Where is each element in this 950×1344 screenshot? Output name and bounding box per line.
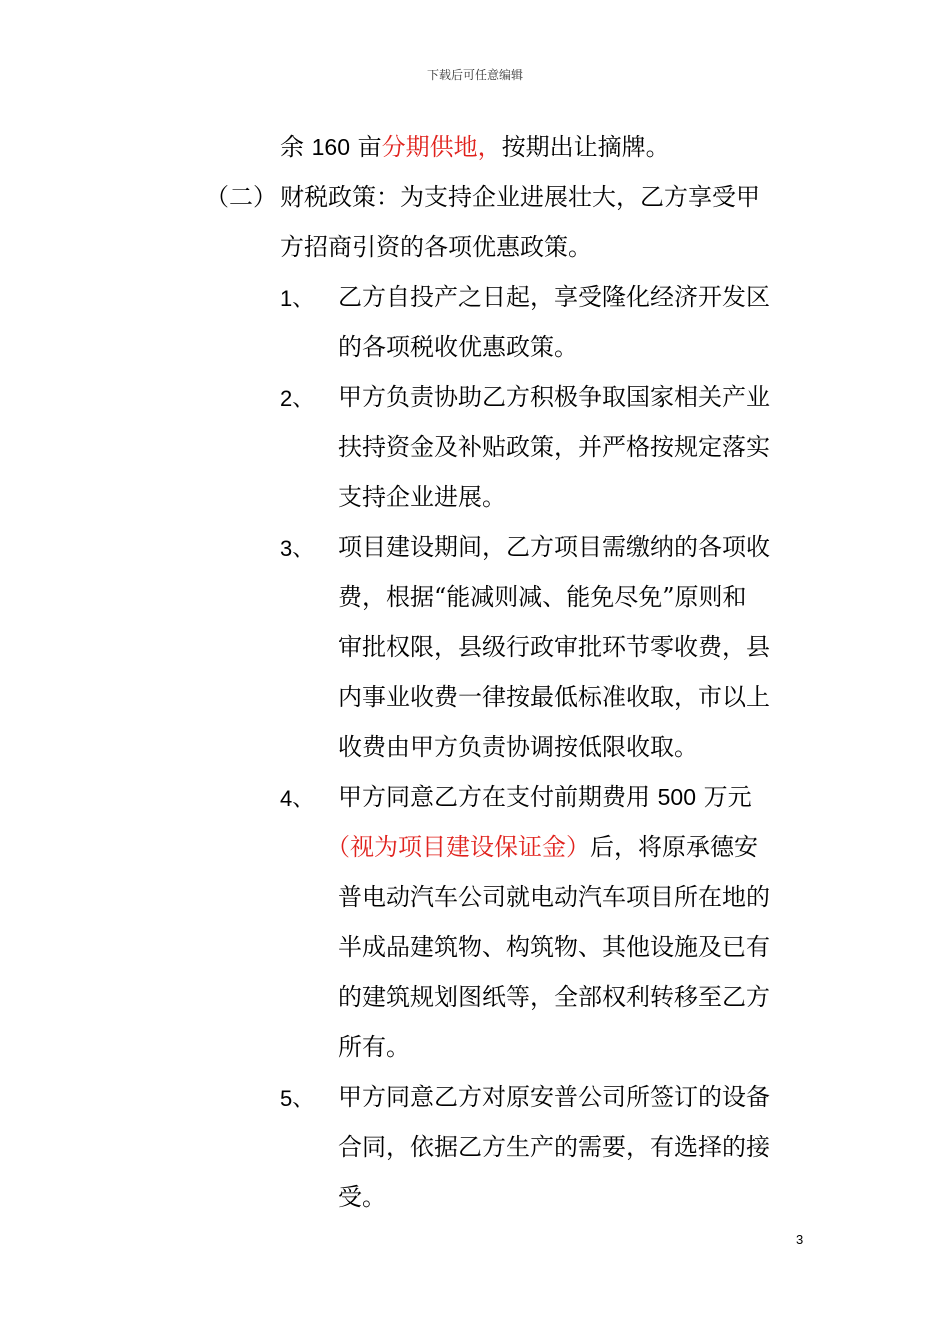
item-4-line-2 xyxy=(326,832,758,862)
item-2-line-1: 甲方负责协助乙方积极争取国家相关产业 xyxy=(338,383,770,411)
item-1-line-1: 乙方自投产之日起，享受隆化经济开发区 xyxy=(338,283,770,311)
top-line-red-text: 分期供地， xyxy=(381,133,502,161)
item-4-amount: 500 xyxy=(657,784,697,810)
page-header: 下载后可任意编辑 xyxy=(426,68,523,82)
item-5-line-1: 甲方同意乙方对原安普公司所签订的设备 xyxy=(338,1083,770,1111)
top-line-mid: 亩 xyxy=(350,133,382,161)
item-4-line-1 xyxy=(338,782,752,812)
section2-line-1: 财税政策：为支持企业进展壮大，乙方享受甲 xyxy=(280,183,760,211)
item-5-line-2: 合同，依据乙方生产的需要，有选择的接 xyxy=(338,1133,770,1161)
item-3-line-2: 费，根据“能减则减、能免尽免”原则和 xyxy=(338,583,747,611)
top-line-pre: 余 xyxy=(280,133,312,161)
item-2-line-3: 支持企业进展。 xyxy=(338,483,506,511)
item-1-line-2: 的各项税收优惠政策。 xyxy=(338,333,578,361)
section2-line-2: 方招商引资的各项优惠政策。 xyxy=(280,233,592,261)
item-3-line-4: 内事业收费一律按最低标准收取，市以上 xyxy=(338,683,770,711)
item-number: 5、 xyxy=(280,1086,315,1111)
item-3-line-5: 收费由甲方负责协调按低限收取。 xyxy=(338,733,698,761)
item-number: 1、 xyxy=(280,286,315,311)
item-4-line-1-post: 万元 xyxy=(696,783,752,811)
item-2-line-2: 扶持资金及补贴政策，并严格按规定落实 xyxy=(338,433,770,461)
top-line xyxy=(280,132,670,162)
item-number: 3、 xyxy=(280,536,315,561)
item-5-line-3: 受。 xyxy=(338,1183,386,1211)
item-4-line-1-pre: 甲方同意乙方在支付前期费用 xyxy=(338,783,658,811)
item-3-line-3: 审批权限，县级行政审批环节零收费，县 xyxy=(338,633,770,661)
item-4-line-5: 的建筑规划图纸等，全部权利转移至乙方 xyxy=(338,983,770,1011)
top-line-post: 按期出让摘牌。 xyxy=(501,133,670,161)
item-4-line-2-post: 后，将原承德安 xyxy=(590,833,758,861)
item-4-line-4: 半成品建筑物、构筑物、其他设施及已有 xyxy=(338,933,770,961)
item-number: 4、 xyxy=(280,786,315,811)
top-line-number: 160 xyxy=(311,134,351,160)
item-4-line-3: 普电动汽车公司就电动汽车项目所在地的 xyxy=(338,883,770,911)
section2-label: （二） xyxy=(205,183,277,211)
item-3-line-1: 项目建设期间，乙方项目需缴纳的各项收 xyxy=(338,533,770,561)
item-number: 2、 xyxy=(280,386,315,411)
page-number: 3 xyxy=(796,1232,804,1247)
item-4-line-6: 所有。 xyxy=(338,1033,410,1061)
item-4-red-text: （视为项目建设保证金） xyxy=(326,833,590,861)
